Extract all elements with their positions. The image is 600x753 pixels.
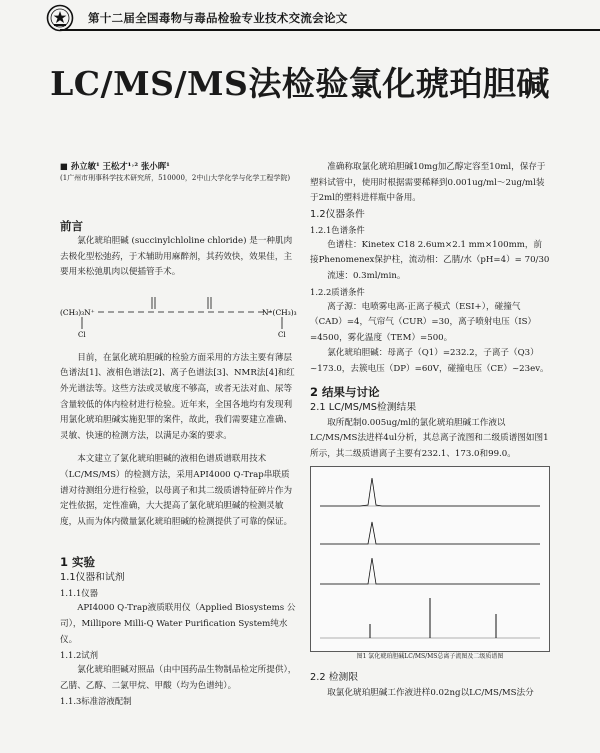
- author-affiliation: (1广州市刑事科学技术研究所，510000，2中山大学化学与化学工程学院): [60, 174, 291, 182]
- police-emblem-icon: [46, 4, 74, 32]
- header-divider: [60, 29, 600, 31]
- subsection-1-2-1: 1.2.1色谱条件: [310, 224, 365, 235]
- subsection-2-1: 2.1 LC/MS/MS检测结果: [310, 401, 417, 413]
- preface-para-1: 氯化琥珀胆碱 (succinylchloline chloride) 是一种肌肉去极化型松弛药，于术辅助用麻醉剂，其药效快，效果佳，主要用来松弛肌肉以便插管手术。: [60, 236, 293, 278]
- page-header: [0, 0, 600, 44]
- reagent-text: 氯化琥珀胆碱对照品（由中国药品生物制品检定所提供），乙腈、乙醇、二氯甲烷、甲酸（均为色谱纯）。: [60, 665, 297, 691]
- ion-text: 氯化琥珀胆碱：母离子（Q1）=232.2，子离子（Q3）~173.0，去簇电压（DP）=60V，碰撞电压（CE）~23ev。: [310, 348, 549, 374]
- formula-chloride-right: Cl: [278, 330, 286, 339]
- preface-heading: 前言: [60, 219, 83, 233]
- ms-text: 离子源：电喷雾电离-正离子模式（ESI+），碰撞气（CAD）=4，气帘气（CUR）=30，离子喷射电压（IS）=4500，雾化温度（TEM）=500。: [310, 301, 537, 343]
- experiment-heading: 1 实验: [60, 555, 96, 570]
- preface-para-2: 目前，在氯化琥珀胆碱的检验方面采用的方法主要有薄层色谱法[1]、液相色谱法[2]、离子色谱法[3]、NMR法[4]和红外光谱法等。这些方法或灵敏度不够高，或者无法对血、尿等含量较低的体内检材进行检验。近年来，全国各地均有发现利用氯化琥珀胆碱实施犯罪的案件，故此，我们需要建立准确、灵敏、快速的检测方法，以满足办案的要求。: [60, 352, 295, 441]
- subsection-1-2-2: 1.2.2质谱条件: [310, 286, 365, 297]
- formula-right-group: N⁺(CH₃)₃: [262, 307, 297, 317]
- results-heading: 2 结果与讨论: [310, 384, 380, 399]
- subsection-1-1-2: 1.1.2试剂: [60, 650, 99, 661]
- subsection-1-2: 1.2仪器条件: [310, 208, 365, 220]
- author-names: ■ 孙立敏¹ 王松才¹˒² 张小晖¹: [60, 161, 170, 171]
- structural-formula: [60, 287, 298, 339]
- conference-title: 第十二届全国毒物与毒品检验专业技术交流会论文: [88, 11, 348, 25]
- paper-title: LC/MS/MS法检验氯化琥珀胆碱: [50, 64, 550, 103]
- figure-1: [310, 466, 550, 662]
- std-solution-text: 准确称取氯化琥珀胆碱10mg加乙醇定容至10ml，保存于塑料试管中，使用时根据需要稀释到0.001ug/ml～2ug/ml装于2ml的塑料进样瓶中备用。: [310, 162, 546, 204]
- preface-para-3: 本文建立了氯化琥珀胆碱的液相色谱质谱联用技术（LC/MS/MS）的检测方法，采用API4000 Q-Trap串联质谱对待测组分进行检验，以母离子和其二级质谱特征碎片作为定性依据，定性准确，大大提高了氯化琥珀胆碱的检测灵敏度，从而为体内微量氯化琥珀胆碱的检测提供了可靠的保证。: [60, 454, 293, 527]
- formula-chloride-left: Cl: [78, 330, 86, 339]
- subsection-1-1: 1.1仪器和试剂: [60, 572, 125, 584]
- subsection-2-2: 2.2 检测限: [310, 672, 359, 684]
- subsection-1-1-3: 1.1.3标准溶液配制: [60, 696, 132, 707]
- right-column: [310, 160, 550, 702]
- subsection-1-1-1: 1.1.1仪器: [60, 588, 99, 599]
- figure-1-caption: 图1 氯化琥珀胆碱LC/MS/MS总离子流图及二级质谱图: [356, 653, 504, 661]
- result-text: 取所配制0.005ug/ml的氯化琥珀胆碱工作液以LC/MS/MS法进样4ul分析，其总离子流图和二级质谱图如图1所示，其二级质谱离子主要有232.1、173.0和99.0。: [310, 417, 549, 459]
- formula-left-group: (CH₃)₃N⁺: [60, 307, 95, 317]
- left-column: [60, 160, 298, 709]
- instrument-text: API4000 Q-Trap液质联用仪（Applied Biosystems 公司），Millipore Milli-Q Water Purification System纯水仪。: [60, 603, 296, 645]
- flow-text: 流速：0.3ml/min。: [327, 270, 406, 281]
- chromatogram-figure: [310, 466, 550, 652]
- column-text: 色谱柱：Kinetex C18 2.6um×2.1 mm×100mm，前接Phenomenex保护柱，流动相：乙腈/水（pH=4）= 70/30: [310, 239, 550, 266]
- limit-text: 取氯化琥珀胆碱工作液进样0.02ng以LC/MS/MS法分: [327, 688, 534, 699]
